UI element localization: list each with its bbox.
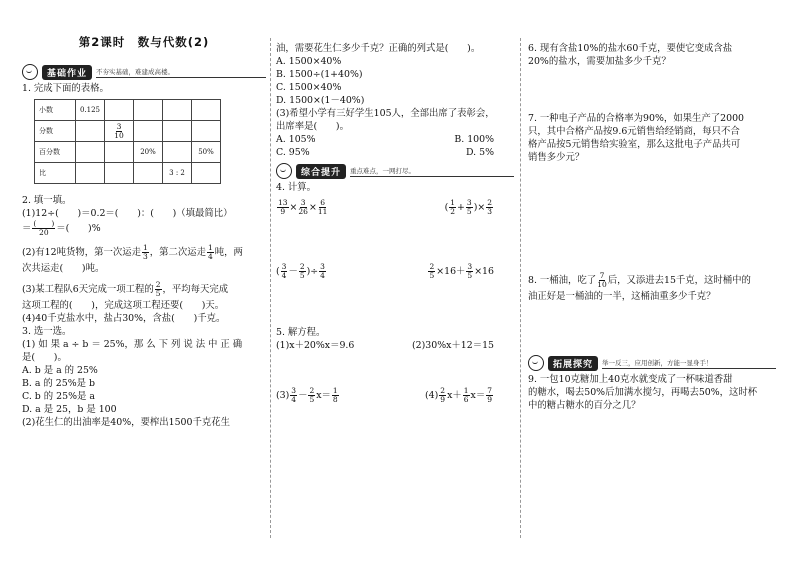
section-label: 基础作业 bbox=[42, 65, 92, 80]
denominator: 5 bbox=[309, 394, 315, 404]
numerator: 3 bbox=[291, 385, 297, 395]
text: × bbox=[289, 201, 298, 213]
denominator: 5 bbox=[299, 270, 305, 280]
table-row bbox=[35, 142, 221, 163]
expression bbox=[427, 263, 494, 280]
denominator: 5 bbox=[155, 289, 161, 298]
table-cell bbox=[163, 100, 192, 121]
table-cell bbox=[105, 142, 134, 163]
section-note: 举一反三，应用创新，方能一显身手！ bbox=[602, 358, 776, 369]
text: (3) bbox=[276, 389, 290, 401]
text: (4) bbox=[425, 389, 439, 401]
fraction bbox=[114, 123, 124, 140]
numerator: 3 bbox=[466, 197, 472, 207]
equation bbox=[425, 387, 494, 404]
denominator: 4 bbox=[208, 252, 213, 261]
denominator: 4 bbox=[320, 270, 325, 280]
q2-line bbox=[22, 244, 266, 262]
q9-line: 中的糖占糖水的百分之几？ bbox=[528, 400, 641, 411]
fraction bbox=[486, 199, 493, 216]
text: + bbox=[457, 201, 465, 213]
fraction bbox=[32, 220, 55, 237]
question-5-head: 5. 解方程。 bbox=[276, 327, 326, 338]
q3-line: 是( )。 bbox=[22, 352, 67, 363]
text: 后，又添进去15千克，这时桶中的 bbox=[607, 275, 751, 286]
numerator: 2 bbox=[487, 197, 492, 207]
section-label: 拓展探究 bbox=[548, 356, 598, 371]
q2-line: 这项工程的( )，完成这项工程还要( )天。 bbox=[22, 300, 225, 311]
q3-line: (2)花生仁的出油率是40%，要榨出1500千克花生 bbox=[22, 417, 230, 428]
q3-line: (1) 如 果 a ÷ b ＝ 25%，那 么 下 列 说 法 中 正 确 bbox=[22, 339, 243, 350]
section-header-extension bbox=[528, 355, 776, 371]
q7-line: 销售多少元？ bbox=[528, 152, 585, 163]
text: ) bbox=[473, 201, 478, 213]
q6-line: 6. 现有含盐10%的盐水60千克，要使它变成含盐 bbox=[528, 43, 733, 54]
text: x bbox=[470, 389, 476, 401]
text: × bbox=[477, 201, 486, 213]
numerator: 6 bbox=[320, 197, 325, 207]
q9-line: 9. 一包10克糖加上40克水就变成了一杯味道香甜 bbox=[528, 374, 733, 385]
fraction bbox=[466, 199, 473, 216]
mascot-icon bbox=[276, 163, 292, 179]
denominator: 10 bbox=[114, 130, 124, 140]
denominator: 4 bbox=[291, 394, 297, 404]
row-header: 百分数 bbox=[35, 142, 76, 163]
q8-line: 油正好是一桶油的一半，这桶油重多少千克？ bbox=[528, 291, 716, 302]
table-cell bbox=[163, 121, 192, 142]
option: B. 100% bbox=[454, 134, 494, 145]
numerator: 1 bbox=[463, 385, 469, 395]
numerator: ( ) bbox=[33, 219, 55, 228]
conversion-table bbox=[34, 99, 221, 184]
table-row bbox=[35, 121, 221, 142]
fraction bbox=[439, 387, 446, 404]
option: C. 95% bbox=[276, 147, 310, 158]
numerator: 1 bbox=[450, 197, 456, 207]
fraction bbox=[142, 244, 149, 261]
table-cell bbox=[134, 121, 163, 142]
denominator: 20 bbox=[39, 228, 49, 237]
text: (2)有12吨货物，第一次运走 bbox=[22, 247, 141, 258]
numerator: 7 bbox=[599, 271, 605, 280]
expression bbox=[445, 199, 494, 216]
table-cell: 50% bbox=[192, 142, 221, 163]
option: B. 1500÷(1+40%) bbox=[276, 69, 363, 80]
numerator: 3 bbox=[320, 261, 325, 271]
text: ＝( )% bbox=[56, 223, 101, 234]
denominator: 5 bbox=[429, 270, 435, 280]
numerator: 3 bbox=[467, 261, 473, 271]
numerator: 3 bbox=[116, 121, 122, 131]
option: A. 1500×40% bbox=[276, 56, 342, 67]
option: A. 105% bbox=[276, 134, 316, 145]
denominator: 5 bbox=[467, 270, 473, 280]
table-row bbox=[35, 163, 221, 184]
text: ，第二次运走 bbox=[149, 247, 207, 258]
q3-line: (3)希望小学有三好学生105人，全部出席了表彰会， bbox=[276, 108, 495, 119]
text: ＝ bbox=[321, 389, 331, 401]
section-note: 不夯实基础，难建成高楼。 bbox=[96, 67, 266, 78]
table-cell bbox=[105, 163, 134, 184]
column-divider bbox=[270, 38, 271, 538]
table-cell bbox=[105, 121, 134, 142]
option: A. b 是 a 的 25% bbox=[22, 365, 98, 376]
question-2-head: 2. 填一填。 bbox=[22, 195, 72, 206]
text: × bbox=[308, 201, 317, 213]
equation: (1)x＋20%x＝9.6 bbox=[276, 340, 355, 351]
text: x bbox=[316, 389, 322, 401]
text: ( bbox=[444, 201, 449, 213]
numerator: 2 bbox=[429, 261, 435, 271]
question-4-head: 4. 计算。 bbox=[276, 182, 317, 193]
numerator: 1 bbox=[332, 385, 338, 395]
text: ÷ bbox=[310, 265, 319, 277]
denominator: 3 bbox=[142, 252, 148, 261]
text: ，平均每天完成 bbox=[162, 284, 229, 295]
denominator: 8 bbox=[332, 394, 338, 404]
section-header-comprehensive bbox=[276, 163, 514, 179]
section-header-basic bbox=[22, 64, 266, 80]
numerator: 2 bbox=[440, 385, 446, 395]
question-3-head: 3. 选一选。 bbox=[22, 326, 72, 337]
table-cell: 20% bbox=[134, 142, 163, 163]
page-title: 第2课时 数与代数(2) bbox=[78, 35, 210, 49]
equation bbox=[276, 387, 406, 404]
column-middle bbox=[276, 42, 514, 406]
fraction bbox=[319, 263, 326, 280]
numerator: 13 bbox=[278, 197, 288, 207]
text: － bbox=[298, 389, 308, 401]
denominator: 9 bbox=[280, 206, 286, 216]
numerator: 1 bbox=[208, 243, 213, 252]
option: C. b 的 25%是 a bbox=[22, 391, 95, 402]
fraction bbox=[308, 387, 315, 404]
column-left bbox=[22, 14, 266, 429]
fraction bbox=[463, 387, 470, 404]
fraction bbox=[207, 244, 214, 261]
q3-line: 出席率是( )。 bbox=[276, 121, 349, 132]
table-row bbox=[35, 100, 221, 121]
denominator: 26 bbox=[298, 206, 308, 216]
equation: (2)30%x＋12＝15 bbox=[411, 340, 494, 351]
numerator: 3 bbox=[281, 261, 287, 271]
section-label: 综合提升 bbox=[296, 164, 346, 179]
q2-line: (4)40千克盐水中，盐占30%，含盐( )千克。 bbox=[22, 313, 226, 324]
table-cell bbox=[76, 142, 105, 163]
table-cell: 3 : 2 bbox=[163, 163, 192, 184]
section-note: 重点难点，一网打尽。 bbox=[350, 166, 514, 177]
text: ( bbox=[276, 265, 280, 277]
column-divider bbox=[520, 38, 521, 538]
fraction bbox=[281, 263, 288, 280]
fraction bbox=[449, 199, 456, 216]
table-cell bbox=[192, 100, 221, 121]
q7-line: 7. 一种电子产品的合格率为90%，如果生产了2000 bbox=[528, 113, 744, 124]
text: ×16 bbox=[474, 265, 494, 277]
q2-line: 次共运走( )吨。 bbox=[22, 263, 105, 274]
table-cell bbox=[76, 163, 105, 184]
expr-row bbox=[276, 339, 514, 352]
table-cell bbox=[134, 163, 163, 184]
denominator: 5 bbox=[466, 206, 472, 216]
fraction bbox=[486, 387, 493, 404]
q2-line bbox=[22, 220, 266, 238]
denominator: 3 bbox=[487, 206, 492, 216]
option: B. a 的 25%是 b bbox=[22, 378, 95, 389]
table-cell: 0.125 bbox=[76, 100, 105, 121]
option: D. 1500×(1－40%) bbox=[276, 95, 365, 106]
denominator: 4 bbox=[281, 270, 287, 280]
question-1: 1. 完成下面的表格。 bbox=[22, 83, 109, 94]
table-cell bbox=[192, 163, 221, 184]
table-cell bbox=[134, 100, 163, 121]
q8-line bbox=[528, 272, 776, 290]
numerator: 3 bbox=[300, 197, 306, 207]
fraction bbox=[290, 387, 297, 404]
option: D. 5% bbox=[465, 147, 494, 158]
q3-line: 油，需要花生仁多少千克？正确的列式是( )。 bbox=[276, 43, 481, 54]
option-row bbox=[276, 133, 514, 146]
fraction bbox=[155, 281, 162, 298]
fraction bbox=[597, 272, 607, 289]
table-cell bbox=[76, 121, 105, 142]
expr-row bbox=[276, 194, 514, 220]
numerator: 1 bbox=[142, 243, 148, 252]
denominator: 6 bbox=[463, 394, 469, 404]
numerator: 2 bbox=[299, 261, 305, 271]
option: C. 1500×40% bbox=[276, 82, 342, 93]
fraction bbox=[299, 263, 306, 280]
q7-line: 只，其中合格产品按9.6元销售给经销商，每只不合 bbox=[528, 126, 740, 137]
text: ＝ bbox=[475, 389, 486, 401]
fraction bbox=[318, 199, 328, 216]
table-cell bbox=[163, 142, 192, 163]
option-row bbox=[276, 146, 514, 159]
text: ＋ bbox=[452, 389, 462, 401]
fraction bbox=[298, 199, 308, 216]
expr-row bbox=[276, 384, 514, 406]
denominator: 11 bbox=[317, 206, 328, 216]
text: ×16＋ bbox=[436, 265, 466, 277]
numerator: 2 bbox=[155, 280, 161, 289]
fraction bbox=[332, 387, 339, 404]
expr-row bbox=[276, 258, 514, 284]
mascot-icon bbox=[528, 355, 544, 371]
q7-line: 格产品按5元销售给实验室，那么这批电子产品共可 bbox=[528, 139, 741, 150]
denominator: 9 bbox=[440, 394, 446, 404]
numerator: 7 bbox=[487, 385, 492, 395]
row-header: 比 bbox=[35, 163, 76, 184]
row-header: 小数 bbox=[35, 100, 76, 121]
fraction bbox=[466, 263, 473, 280]
q2-line bbox=[22, 281, 266, 299]
column-right bbox=[528, 42, 776, 412]
q2-line: (1)12÷( )＝0.2＝( )：( )（填最简比） bbox=[22, 208, 233, 219]
denominator: 10 bbox=[597, 280, 607, 289]
fraction bbox=[277, 199, 289, 216]
denominator: 9 bbox=[487, 394, 492, 404]
table-cell bbox=[192, 121, 221, 142]
q9-line: 的糖水，喝去50%后加满水搅匀，再喝去50%，这时杯 bbox=[528, 387, 758, 398]
text: 8. 一桶油，吃了 bbox=[528, 275, 597, 286]
text: x bbox=[447, 389, 453, 401]
expression bbox=[276, 263, 406, 280]
text: 吨，两 bbox=[214, 247, 243, 258]
option: D. a 是 25，b 是 100 bbox=[22, 404, 117, 415]
mascot-icon bbox=[22, 64, 38, 80]
text: － bbox=[288, 265, 298, 277]
text: (3)某工程队6天完成一项工程的 bbox=[22, 284, 154, 295]
row-header: 分数 bbox=[35, 121, 76, 142]
text: ) bbox=[306, 265, 311, 277]
denominator: 2 bbox=[450, 206, 456, 216]
q6-line: 20%的盐水，需要加盐多少千克？ bbox=[528, 56, 671, 67]
text: ＝ bbox=[22, 223, 32, 234]
table-cell bbox=[105, 100, 134, 121]
expression bbox=[276, 199, 406, 216]
fraction bbox=[428, 263, 435, 280]
numerator: 2 bbox=[309, 385, 315, 395]
